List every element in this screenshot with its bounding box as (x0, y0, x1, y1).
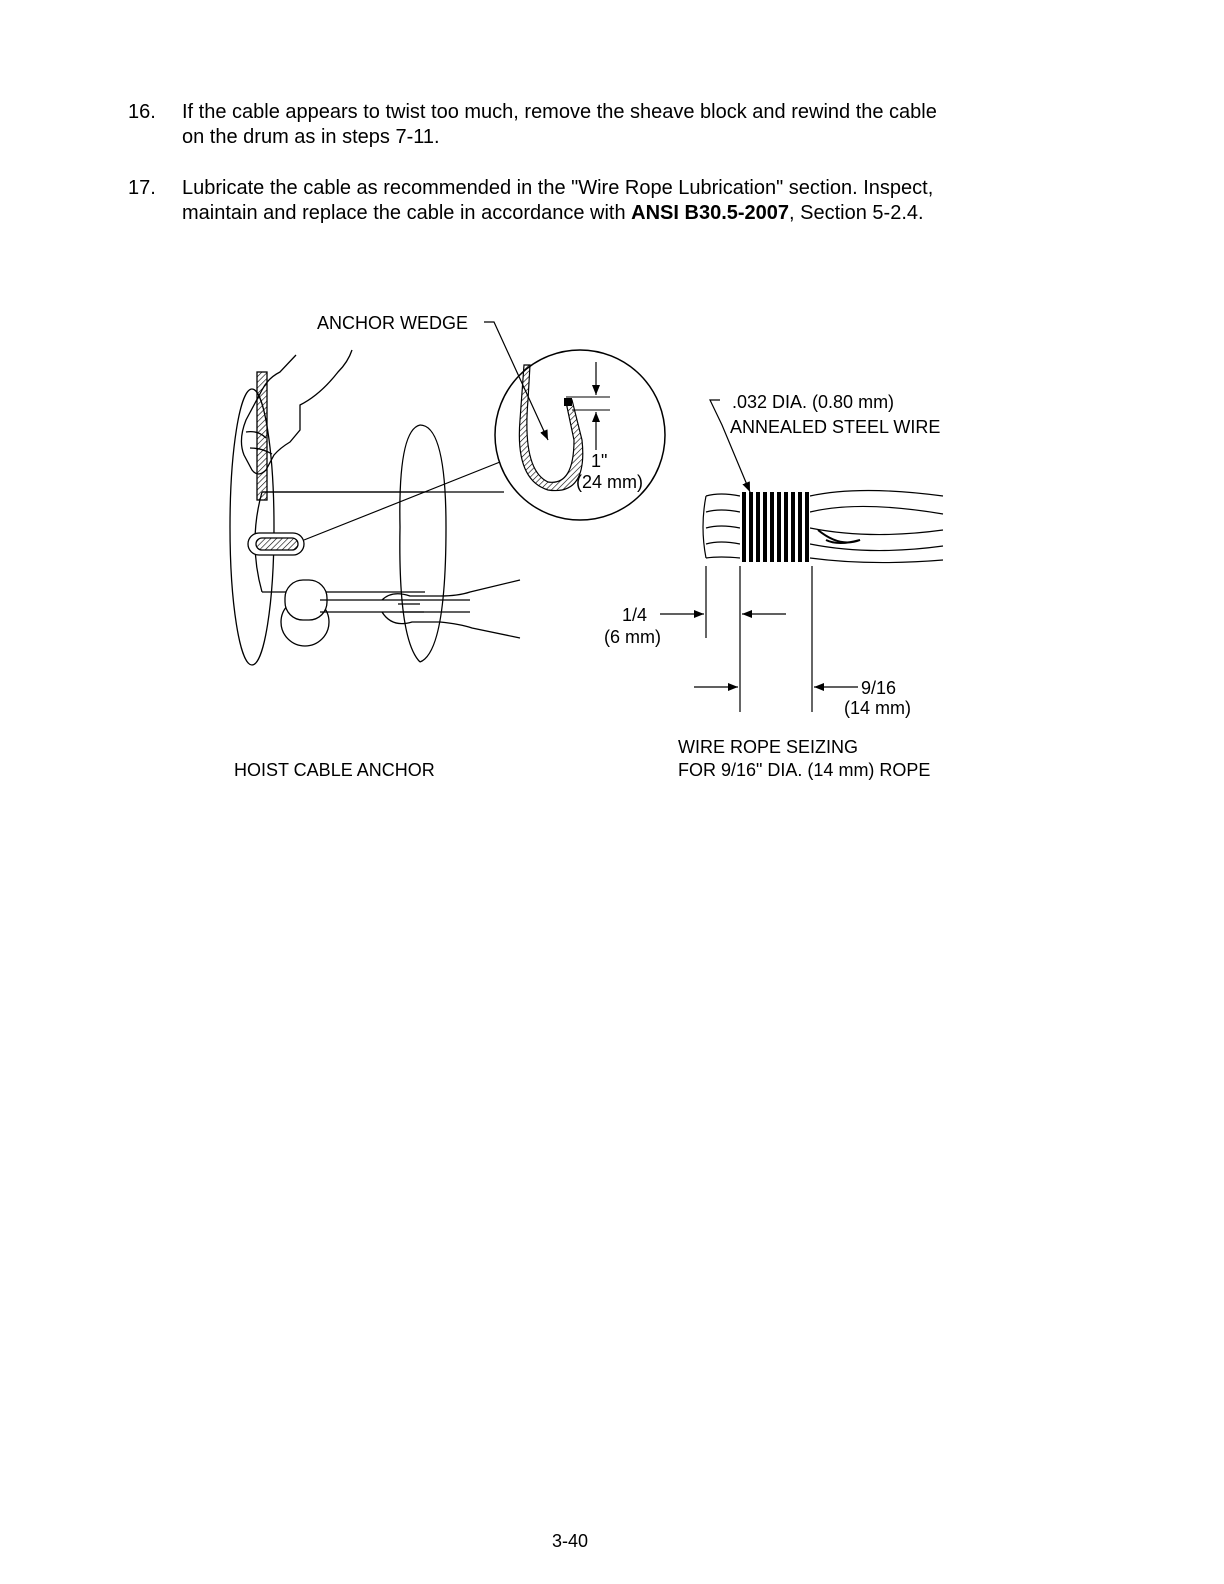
dim-1-inch-label: 1" (591, 451, 608, 471)
wire-diameter-label: .032 DIA. (0.80 mm) (732, 392, 895, 412)
page-number: 3-40 (551, 1531, 589, 1551)
wire-rope-seizing-illustration (703, 491, 943, 563)
dim-24mm-label: (24 mm) (576, 472, 643, 492)
wire-dia-leader (710, 400, 750, 492)
step-number: 17. (128, 177, 156, 199)
detail-leader-line (304, 462, 500, 540)
anchor-wedge-label: ANCHOR WEDGE (317, 313, 469, 333)
drum-illustration (230, 350, 520, 665)
step-line: If the cable appears to twist too much, remove the sheave block and rewind the cable (182, 101, 937, 123)
dim-14mm-label: (14 mm) (844, 698, 911, 718)
wire-rope-seizing-caption: WIRE ROPE SEIZING (678, 737, 859, 757)
seizing-dimension-lines (660, 566, 858, 712)
step-line: Lubricate the cable as recommended in the "Wire Rope Lubrication" section. Inspect, (182, 177, 934, 199)
anchor-wedge-detail (495, 350, 665, 520)
step-text-prefix: maintain and replace the cable in accordance with (182, 202, 632, 224)
dim-quarter-label: 1/4 (622, 605, 648, 625)
step-line: on the drum as in steps 7-11. (182, 126, 440, 148)
hoist-cable-anchor-caption: HOIST CABLE ANCHOR (234, 760, 435, 780)
seizing-wraps (740, 492, 810, 562)
step-text-suffix: , Section 5-2.4. (789, 202, 924, 224)
wire-rope-seizing-caption-line2: FOR 9/16" DIA. (14 mm) ROPE (678, 760, 931, 780)
dim-6mm-label: (6 mm) (604, 627, 661, 647)
step-number: 16. (128, 101, 156, 123)
dim-nine-sixteenths-label: 9/16 (861, 678, 897, 698)
wire-type-label: ANNEALED STEEL WIRE (730, 417, 941, 437)
ansi-standard-reference: ANSI B30.5-2007 (631, 202, 790, 224)
